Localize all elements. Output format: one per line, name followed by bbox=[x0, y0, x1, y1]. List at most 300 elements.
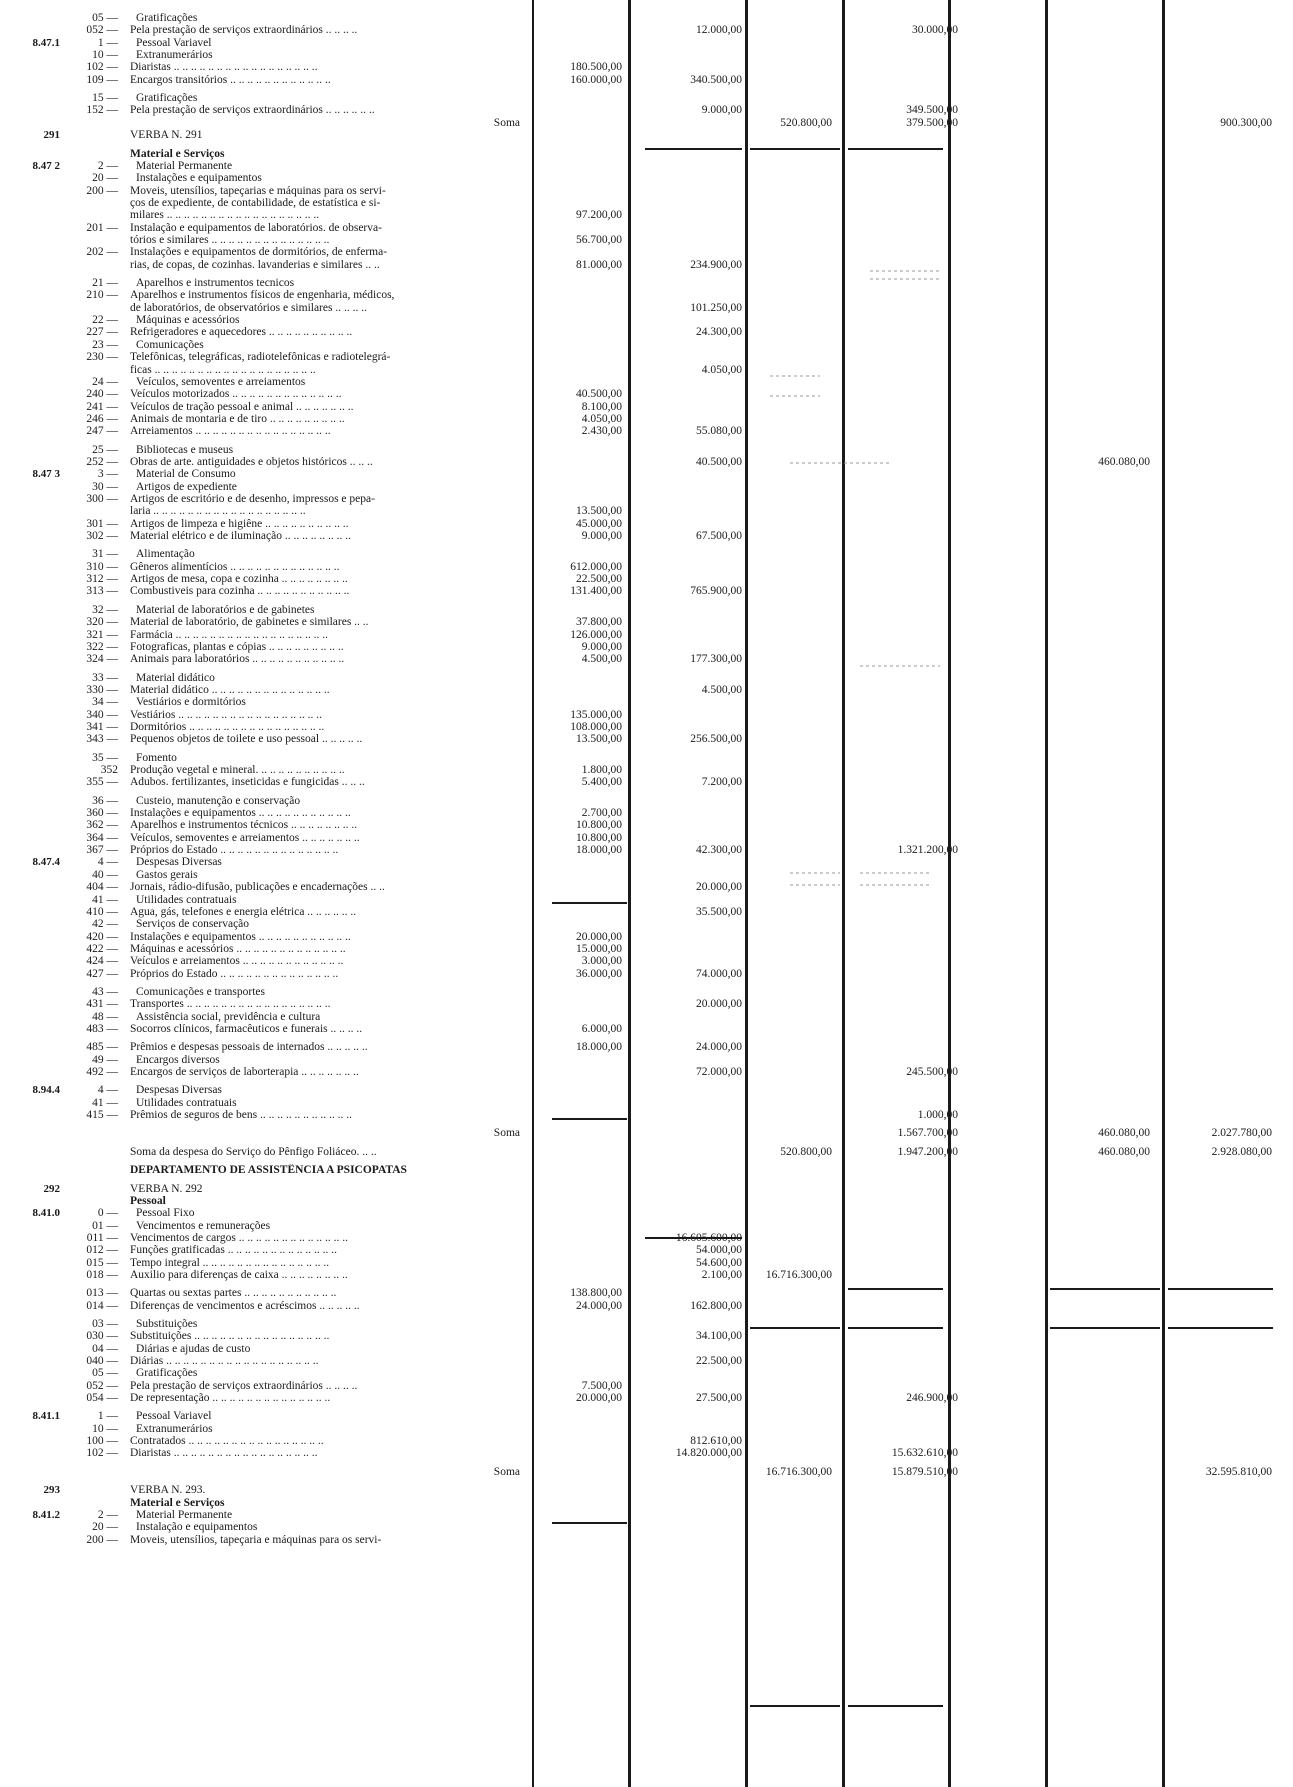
amount-c3: 520.800,00 bbox=[780, 116, 832, 129]
ledger-row bbox=[0, 1534, 1293, 1547]
ledger-row bbox=[0, 906, 1293, 919]
ledger-row bbox=[0, 1232, 1293, 1245]
ledger-row bbox=[0, 1497, 1293, 1510]
item-description: Diárias .. .. .. .. .. .. .. .. .. .. .. .. .. .. .. .. .. .. bbox=[130, 1355, 319, 1367]
amount-c1: 37.800,00 bbox=[576, 616, 622, 629]
amount-c1: 4.050,00 bbox=[581, 412, 622, 425]
amount-c2: 2.100,00 bbox=[701, 1268, 742, 1281]
ledger-row bbox=[0, 326, 1293, 339]
amount-c1: 18.000,00 bbox=[576, 1041, 622, 1054]
section-code: 292 bbox=[43, 1182, 60, 1195]
ledger-row bbox=[0, 518, 1293, 531]
item-description: laria .. .. .. .. .. .. .. .. .. .. .. .. .. .. .. .. .. .. bbox=[130, 505, 306, 518]
ledger-row bbox=[0, 444, 1293, 457]
item-description: Encargos transitórios .. .. .. .. .. .. .. .. .. .. .. .. bbox=[130, 73, 331, 86]
ledger-row bbox=[0, 986, 1293, 999]
section-code: 293 bbox=[43, 1484, 60, 1497]
ledger-row bbox=[0, 1343, 1293, 1356]
item-description: Socorros clínicos, farmacêuticos e funerais .. .. .. .. bbox=[130, 1023, 363, 1035]
amount-c2: 34.100,00 bbox=[696, 1330, 742, 1343]
ledger-row bbox=[0, 172, 1293, 185]
item-description: De representação .. .. .. .. .. .. .. .. .. .. .. .. .. .. bbox=[130, 1392, 331, 1404]
amount-c1: 13.500,00 bbox=[576, 733, 622, 746]
item-code: 427 — bbox=[86, 967, 118, 980]
ledger-row bbox=[0, 1269, 1293, 1282]
ledger-row bbox=[0, 604, 1293, 617]
amount-c1: 126.000,00 bbox=[570, 628, 622, 641]
ledger-row bbox=[0, 856, 1293, 869]
item-code: 410 — bbox=[86, 905, 118, 918]
amount-c1: 3.000,00 bbox=[581, 955, 622, 968]
item-code: 35 — bbox=[92, 751, 118, 764]
item-code: 05 — bbox=[92, 12, 118, 24]
ledger-row bbox=[0, 413, 1293, 426]
item-code: 48 — bbox=[92, 1010, 118, 1023]
ledger-row bbox=[0, 129, 1293, 142]
item-description: Quartas ou sextas partes .. .. .. .. .. .. .. .. .. .. .. bbox=[130, 1287, 337, 1300]
amount-c2: 67.500,00 bbox=[696, 530, 742, 542]
item-description: Utilidades contratuais bbox=[136, 1096, 237, 1109]
amount-c2: 42.300,00 bbox=[696, 844, 742, 857]
ledger-row bbox=[0, 1011, 1293, 1024]
item-description: Material de laboratório, de gabinetes e similares .. .. bbox=[130, 616, 369, 629]
item-description: Pela prestação de serviços extraordinários .. .. .. .. bbox=[130, 1379, 358, 1392]
item-description: Agua, gás, telefones e energia elétrica .. .. .. .. .. .. bbox=[130, 905, 357, 918]
item-description: Pela prestação de serviços extraordinários .. .. .. .. .. .. bbox=[130, 104, 375, 117]
amount-c1: 108.000,00 bbox=[570, 720, 622, 733]
item-description: Fotograficas, plantas e cópias .. .. .. .. .. .. .. .. .. bbox=[130, 640, 344, 653]
item-code: 227 — bbox=[86, 326, 118, 339]
amount-c1: 4.500,00 bbox=[581, 653, 622, 666]
item-code: 052 — bbox=[86, 1379, 118, 1392]
ledger-row bbox=[0, 1509, 1293, 1522]
item-description: Telefônicas, telegráficas, radiotelefônicas e radiotelegrá- bbox=[130, 351, 391, 364]
amount-c2: 256.500,00 bbox=[690, 733, 742, 746]
ledger-row bbox=[0, 573, 1293, 586]
amount-c6: 460.080,00 bbox=[1098, 1145, 1150, 1158]
amount-c1: 18.000,00 bbox=[576, 844, 622, 857]
amount-c4: 15.879.510,00 bbox=[891, 1465, 958, 1478]
ledger-row bbox=[0, 1220, 1293, 1233]
ledger-row bbox=[0, 1146, 1293, 1159]
amount-c2: 14.820.000,00 bbox=[675, 1447, 742, 1460]
ledger-row bbox=[0, 234, 1293, 247]
item-code: 415 — bbox=[86, 1109, 118, 1122]
item-code: 21 — bbox=[92, 277, 118, 289]
item-code: 241 — bbox=[86, 400, 118, 413]
amount-c1: 9.000,00 bbox=[581, 640, 622, 653]
amount-c2: 40.500,00 bbox=[696, 455, 742, 468]
item-description: DEPARTAMENTO DE ASSISTÊNCIA A PSICOPATAS bbox=[130, 1164, 407, 1177]
amount-c3: 16.716.300,00 bbox=[765, 1268, 832, 1281]
item-description: Contratados .. .. .. .. .. .. .. .. .. .. .. .. .. .. .. .. bbox=[130, 1435, 324, 1448]
ledger-row bbox=[0, 1484, 1293, 1497]
ledger-row bbox=[0, 709, 1293, 722]
item-description: Material de Consumo bbox=[136, 468, 236, 481]
item-code: 302 — bbox=[86, 530, 118, 542]
amount-c2: 20.000,00 bbox=[696, 881, 742, 894]
amount-c1: 40.500,00 bbox=[576, 388, 622, 401]
item-description: Gratificações bbox=[136, 1367, 198, 1380]
item-code: 422 — bbox=[86, 942, 118, 955]
ledger-row bbox=[0, 1084, 1293, 1097]
ledger-row bbox=[0, 425, 1293, 438]
amount-c6: 460.080,00 bbox=[1098, 455, 1150, 468]
item-description: Instalações e equipamentos .. .. .. .. .. .. .. .. .. .. .. bbox=[130, 807, 351, 819]
item-description: Veículos, semoventes e arreiamentos .. .. .. .. .. .. .. bbox=[130, 831, 360, 844]
item-description: Instalação e equipamentos bbox=[136, 1521, 258, 1534]
amount-c3: 520.800,00 bbox=[780, 1145, 832, 1158]
ledger-row bbox=[0, 696, 1293, 709]
item-description: Veículos motorizados .. .. .. .. .. .. .. .. .. .. .. .. .. bbox=[130, 388, 342, 401]
item-description: Material elétrico e de iluminação .. .. .. .. .. .. .. .. bbox=[130, 530, 351, 542]
item-description: Despesas Diversas bbox=[136, 1084, 222, 1097]
item-description: Despesas Diversas bbox=[136, 856, 222, 869]
item-description: ficas .. .. .. .. .. .. .. .. .. .. .. .. .. .. .. .. .. .. .. bbox=[130, 363, 316, 376]
item-code: 014 — bbox=[86, 1299, 118, 1312]
amount-c1: 13.500,00 bbox=[576, 505, 622, 518]
amount-c1: 97.200,00 bbox=[576, 209, 622, 222]
ledger-row bbox=[0, 1244, 1293, 1257]
item-code: 364 — bbox=[86, 831, 118, 844]
item-code: 040 — bbox=[86, 1355, 118, 1367]
item-description: Moveis, utensílios, tapeçaria e máquinas para os servi- bbox=[130, 1533, 382, 1546]
item-code: 04 — bbox=[92, 1342, 118, 1355]
ledger-row bbox=[0, 943, 1293, 956]
item-description: Custeio, manutenção e conservação bbox=[136, 794, 301, 807]
ledger-row bbox=[0, 1127, 1293, 1140]
ledger-row bbox=[0, 968, 1293, 981]
item-code: 367 — bbox=[86, 844, 118, 857]
amount-c1: 612.000,00 bbox=[570, 560, 622, 573]
ledger-row bbox=[0, 1054, 1293, 1067]
item-code: 340 — bbox=[86, 708, 118, 721]
item-description: Material e Serviços bbox=[130, 1496, 225, 1509]
item-code: 31 — bbox=[92, 548, 118, 561]
item-code: 15 — bbox=[92, 92, 118, 105]
section-code: 8.47 3 bbox=[32, 468, 60, 481]
item-code: 301 — bbox=[86, 517, 118, 530]
ledger-row bbox=[0, 1164, 1293, 1177]
item-description: Jornais, rádio-difusão, publicações e encadernações .. .. bbox=[130, 881, 385, 894]
amount-c1: 160.000,00 bbox=[570, 73, 622, 86]
item-code: 23 — bbox=[92, 338, 118, 351]
ledger-row bbox=[0, 641, 1293, 654]
item-description: Diferenças de vencimentos e acréscimos .. .. .. .. .. bbox=[130, 1299, 360, 1312]
item-code: 052 — bbox=[86, 24, 118, 37]
amount-c1: 138.800,00 bbox=[570, 1287, 622, 1300]
item-code: 404 — bbox=[86, 881, 118, 894]
section-code: 8.47 2 bbox=[32, 159, 60, 172]
item-code: 431 — bbox=[86, 998, 118, 1011]
amount-c2: 54.600,00 bbox=[696, 1256, 742, 1269]
item-description: Aparelhos e instrumentos técnicos .. .. .. .. .. .. .. .. bbox=[130, 819, 358, 832]
item-description: Pequenos objetos de toilete e uso pessoal .. .. .. .. .. bbox=[130, 733, 363, 746]
section-code: 8.94.4 bbox=[32, 1084, 60, 1097]
amount-c1: 20.000,00 bbox=[576, 930, 622, 943]
item-code: 4 — bbox=[97, 1084, 118, 1097]
ledger-row bbox=[0, 1392, 1293, 1405]
item-description: Diaristas .. .. .. .. .. .. .. .. .. .. .. .. .. .. .. .. .. bbox=[130, 61, 318, 74]
item-description: Transportes .. .. .. .. .. .. .. .. .. .. .. .. .. .. .. .. .. bbox=[130, 998, 331, 1011]
item-description: Soma bbox=[493, 116, 520, 129]
item-code: 012 — bbox=[86, 1244, 118, 1257]
item-description: Soma bbox=[493, 1465, 520, 1478]
item-description: Material Permanente bbox=[136, 1508, 233, 1521]
item-description: Extranumerários bbox=[136, 1422, 213, 1435]
item-code: 011 — bbox=[86, 1231, 118, 1244]
item-description: Animais para laboratórios .. .. .. .. .. .. .. .. .. .. .. bbox=[130, 653, 345, 666]
item-code: 41 — bbox=[92, 1096, 118, 1109]
item-description: Soma bbox=[493, 1127, 520, 1140]
subtotal-rule bbox=[750, 1705, 840, 1707]
ledger-row bbox=[0, 1380, 1293, 1393]
item-code: 20 — bbox=[92, 172, 118, 185]
amount-c2: 765.900,00 bbox=[690, 585, 742, 598]
amount-c2: 55.080,00 bbox=[696, 425, 742, 438]
amount-c2: 812.610,00 bbox=[690, 1435, 742, 1448]
item-description: Farmácia .. .. .. .. .. .. .. .. .. .. .. .. .. .. .. .. .. .. bbox=[130, 628, 329, 641]
item-description: VERBA N. 292 bbox=[130, 1182, 203, 1195]
item-description: Vencimentos de cargos .. .. .. .. .. .. .. .. .. .. .. .. .. bbox=[130, 1231, 348, 1244]
item-description: Arreiamentos .. .. .. .. .. .. .. .. .. .. .. .. .. .. .. .. bbox=[130, 425, 331, 438]
amount-c2: 54.000,00 bbox=[696, 1244, 742, 1257]
amount-c1: 24.000,00 bbox=[576, 1299, 622, 1312]
amount-c6: 460.080,00 bbox=[1098, 1127, 1150, 1140]
ledger-row bbox=[0, 364, 1293, 377]
amount-c2: 4.050,00 bbox=[701, 363, 742, 376]
amount-c4: 15.632.610,00 bbox=[891, 1447, 958, 1460]
item-description: Comunicações e transportes bbox=[136, 985, 266, 998]
item-code: 102 — bbox=[86, 1447, 118, 1460]
ledger-row bbox=[0, 1066, 1293, 1079]
amount-c1: 10.800,00 bbox=[576, 831, 622, 844]
item-description: Instalações e equipamentos bbox=[136, 172, 262, 185]
ledger-row bbox=[0, 160, 1293, 173]
item-description: Material de laboratórios e de gabinetes bbox=[136, 603, 315, 616]
item-code: 100 — bbox=[86, 1435, 118, 1448]
item-code: 210 — bbox=[86, 289, 118, 302]
item-description: Veículos de tração pessoal e animal .. .. .. .. .. .. .. bbox=[130, 400, 354, 413]
item-code: 49 — bbox=[92, 1053, 118, 1066]
ledger-row bbox=[0, 388, 1293, 401]
item-description: Máquinas e acessórios .. .. .. .. .. .. .. .. .. .. .. .. .. bbox=[130, 942, 346, 955]
ledger-row bbox=[0, 277, 1293, 290]
ledger-row bbox=[0, 733, 1293, 746]
item-code: 230 — bbox=[86, 351, 118, 364]
ledger-row bbox=[0, 481, 1293, 494]
ledger-row bbox=[0, 246, 1293, 259]
item-description: Artigos de expediente bbox=[136, 480, 237, 493]
amount-c1: 10.800,00 bbox=[576, 819, 622, 832]
item-code: 240 — bbox=[86, 388, 118, 401]
ledger-row bbox=[0, 807, 1293, 820]
ledger-row bbox=[0, 456, 1293, 469]
item-description: Instalação e equipamentos de laboratórios. de observa- bbox=[130, 221, 382, 234]
ledger-row bbox=[0, 259, 1293, 272]
amount-c4: 1.000,00 bbox=[917, 1109, 958, 1122]
section-code: 8.47.1 bbox=[32, 36, 60, 49]
ledger-row bbox=[0, 1330, 1293, 1343]
amount-c3: 16.716.300,00 bbox=[765, 1465, 832, 1478]
ledger-row bbox=[0, 24, 1293, 37]
amount-c1: 5.400,00 bbox=[581, 776, 622, 789]
ledger-row bbox=[0, 1447, 1293, 1460]
ledger-row bbox=[0, 1287, 1293, 1300]
amount-c4: 1.321.200,00 bbox=[897, 844, 958, 857]
amount-c1: 180.500,00 bbox=[570, 61, 622, 74]
amount-c2: 340.500,00 bbox=[690, 73, 742, 86]
item-description: Prêmios e despesas pessoais de internados .. .. .. .. .. bbox=[130, 1041, 368, 1054]
item-code: 054 — bbox=[86, 1392, 118, 1404]
section-code: 8.41.0 bbox=[32, 1207, 60, 1220]
item-description: Refrigeradores e aquecedores .. .. .. .. .. .. .. .. .. .. bbox=[130, 326, 353, 339]
amount-c2: 234.900,00 bbox=[690, 258, 742, 271]
ledger-row bbox=[0, 819, 1293, 832]
item-code: 1 — bbox=[97, 1410, 118, 1423]
item-description: Encargos diversos bbox=[136, 1053, 220, 1066]
item-code: 34 — bbox=[92, 696, 118, 709]
item-description: Artigos de limpeza e higiêne .. .. .. .. .. .. .. .. .. .. bbox=[130, 517, 349, 530]
item-description: Artigos de mesa, copa e cozinha .. .. .. .. .. .. .. .. bbox=[130, 573, 348, 586]
item-description: Pela prestação de serviços extraordinários .. .. .. .. bbox=[130, 24, 358, 37]
item-description: VERBA N. 291 bbox=[130, 129, 203, 142]
ledger-row bbox=[0, 74, 1293, 87]
item-code: 30 — bbox=[92, 480, 118, 493]
ledger-row bbox=[0, 314, 1293, 327]
item-code: 300 — bbox=[86, 493, 118, 505]
item-code: 485 — bbox=[86, 1041, 118, 1054]
item-description: Instalações e equipamentos .. .. .. .. .. .. .. .. .. .. .. bbox=[130, 930, 351, 943]
item-code: 36 — bbox=[92, 794, 118, 807]
item-code: 360 — bbox=[86, 807, 118, 819]
amount-c1: 56.700,00 bbox=[576, 233, 622, 246]
amount-c7: 2.928.080,00 bbox=[1211, 1145, 1272, 1158]
ledger-row bbox=[0, 548, 1293, 561]
amount-c1: 6.000,00 bbox=[581, 1023, 622, 1035]
ledger-row bbox=[0, 222, 1293, 235]
item-description: Material e Serviços bbox=[130, 147, 225, 160]
item-description: Aparelhos e instrumentos físicos de engenharia, médicos, bbox=[130, 289, 395, 302]
item-code: 33 — bbox=[92, 671, 118, 684]
item-description: Próprios do Estado .. .. .. .. .. .. .. .. .. .. .. .. .. .. bbox=[130, 967, 339, 980]
item-description: ços de expediente, de contabilidade, de estatística e si- bbox=[130, 196, 381, 209]
item-code: 202 — bbox=[86, 246, 118, 259]
item-description: Utilidades contratuais bbox=[136, 893, 237, 906]
ledger-row bbox=[0, 468, 1293, 481]
amount-c1: 45.000,00 bbox=[576, 517, 622, 530]
item-description: Vestiários .. .. .. .. .. .. .. .. .. .. .. .. .. .. .. .. .. bbox=[130, 708, 322, 721]
item-description: Diárias e ajudas de custo bbox=[136, 1342, 251, 1355]
amount-c2: 12.000,00 bbox=[696, 24, 742, 37]
item-code: 20 — bbox=[92, 1521, 118, 1534]
item-code: 43 — bbox=[92, 985, 118, 998]
item-code: 109 — bbox=[86, 73, 118, 86]
ledger-row bbox=[0, 505, 1293, 518]
item-code: 320 — bbox=[86, 616, 118, 629]
ledger-row bbox=[0, 1318, 1293, 1331]
ledger-row bbox=[0, 1257, 1293, 1270]
item-description: Alimentação bbox=[136, 548, 195, 561]
item-description: Próprios do Estado .. .. .. .. .. .. .. .. .. .. .. .. .. .. bbox=[130, 844, 339, 857]
item-description: Assistência social, previdência e cultura bbox=[136, 1010, 321, 1023]
amount-c1: 8.100,00 bbox=[581, 400, 622, 413]
item-code: 25 — bbox=[92, 443, 118, 456]
item-description: Tempo integral .. .. .. .. .. .. .. .. .. .. .. .. .. .. .. bbox=[130, 1256, 330, 1269]
item-description: Pessoal Fixo bbox=[136, 1207, 195, 1220]
amount-c1: 15.000,00 bbox=[576, 942, 622, 955]
item-code: 424 — bbox=[86, 955, 118, 968]
item-code: 2 — bbox=[97, 159, 118, 172]
item-description: Bibliotecas e museus bbox=[136, 443, 234, 456]
ledger-row bbox=[0, 49, 1293, 62]
item-code: 247 — bbox=[86, 425, 118, 438]
ledger-row bbox=[0, 1183, 1293, 1196]
ledger-row bbox=[0, 869, 1293, 882]
item-code: 030 — bbox=[86, 1330, 118, 1343]
item-description: milares .. .. .. .. .. .. .. .. .. .. .. .. .. .. .. .. .. .. bbox=[130, 209, 320, 222]
item-code: 341 — bbox=[86, 720, 118, 733]
item-code: 200 — bbox=[86, 1533, 118, 1546]
item-description: Fomento bbox=[136, 751, 177, 764]
item-code: 10 — bbox=[92, 49, 118, 62]
item-description: Gastos gerais bbox=[136, 868, 198, 881]
ledger-row bbox=[0, 672, 1293, 685]
item-code: 330 — bbox=[86, 683, 118, 696]
item-description: Animais de montaria e de tiro .. .. .. .. .. .. .. .. .. bbox=[130, 412, 345, 425]
item-code: 018 — bbox=[86, 1268, 118, 1281]
ledger-row bbox=[0, 653, 1293, 666]
item-description: Máquinas e acessórios bbox=[136, 314, 240, 327]
item-description: Moveis, utensílios, tapeçarias e máquinas para os servi- bbox=[130, 184, 386, 197]
ledger-row bbox=[0, 1435, 1293, 1448]
amount-c4: 1.947.200,00 bbox=[897, 1145, 958, 1158]
item-description: Combustiveis para cozinha .. .. .. .. .. .. .. .. .. .. .. bbox=[130, 585, 350, 598]
amount-c2: 101.250,00 bbox=[690, 301, 742, 314]
ledger-row bbox=[0, 351, 1293, 364]
ledger-row bbox=[0, 92, 1293, 105]
item-code: 22 — bbox=[92, 314, 118, 327]
item-code: 4 — bbox=[97, 856, 118, 869]
item-description: Instalações e equipamentos de dormitórios, de enferma- bbox=[130, 246, 388, 259]
amount-c2: 72.000,00 bbox=[696, 1066, 742, 1078]
ledger-row bbox=[0, 844, 1293, 857]
amount-c4: 245.500,00 bbox=[906, 1066, 958, 1078]
ledger-row bbox=[0, 1207, 1293, 1220]
item-description: Material Permanente bbox=[136, 159, 233, 172]
item-description: Gêneros alimentícios .. .. .. .. .. .. .. .. .. .. .. .. .. bbox=[130, 560, 340, 573]
item-description: Produção vegetal e mineral. .. .. .. .. .. .. .. .. .. .. bbox=[130, 764, 345, 776]
amount-c1: 135.000,00 bbox=[570, 708, 622, 721]
ledger-row bbox=[0, 1041, 1293, 1054]
ledger-row bbox=[0, 776, 1293, 789]
section-code: 8.41.1 bbox=[32, 1410, 60, 1423]
amount-c1: 81.000,00 bbox=[576, 258, 622, 271]
ledger-row bbox=[0, 401, 1293, 414]
amount-c2: 7.200,00 bbox=[701, 776, 742, 789]
amount-c7: 900.300,00 bbox=[1220, 116, 1272, 129]
section-code: 291 bbox=[43, 129, 60, 142]
amount-c2: 27.500,00 bbox=[696, 1392, 742, 1404]
ledger-row bbox=[0, 37, 1293, 50]
item-code: 1 — bbox=[97, 36, 118, 49]
ledger-row bbox=[0, 117, 1293, 130]
ledger-row bbox=[0, 1367, 1293, 1380]
ledger-row bbox=[0, 376, 1293, 389]
subtotal-rule bbox=[848, 1705, 943, 1707]
item-code: 01 — bbox=[92, 1219, 118, 1232]
item-code: 0 — bbox=[97, 1207, 118, 1220]
